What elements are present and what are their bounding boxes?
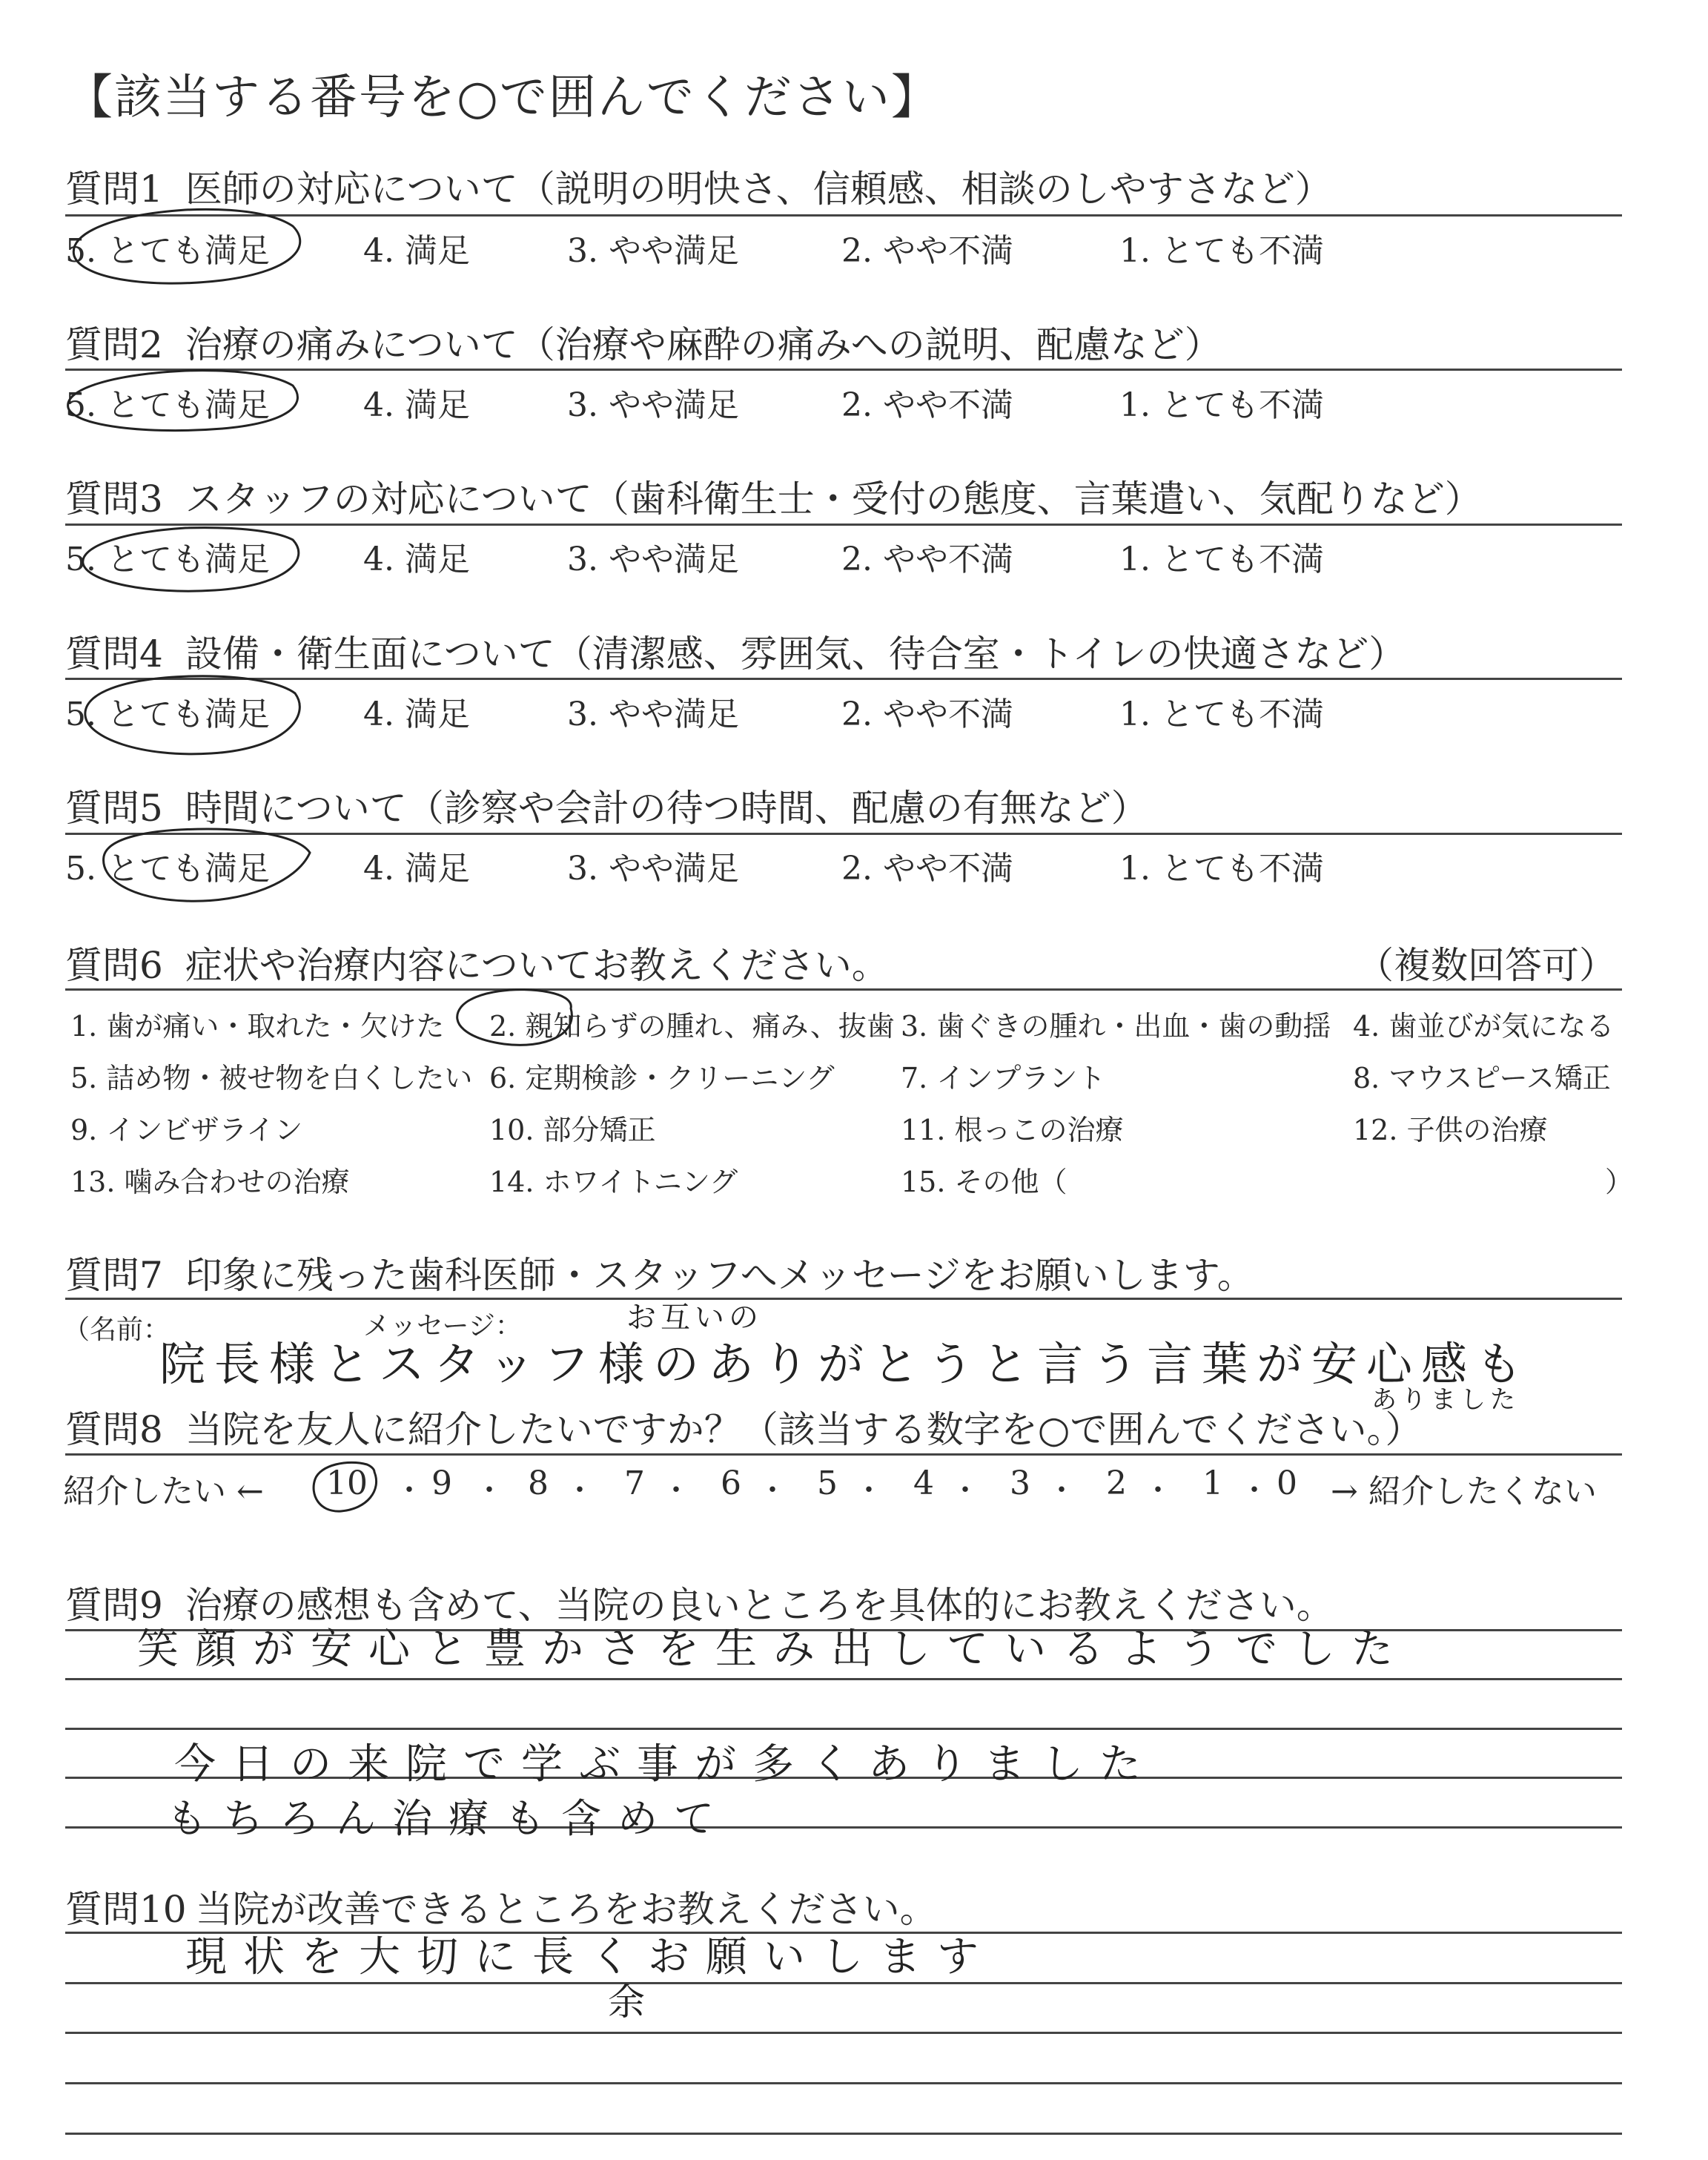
q8-score-2[interactable]: 2 xyxy=(1106,1464,1127,1502)
q6-option-11[interactable]: 11. 根っこの治療 xyxy=(901,1114,1124,1146)
q5-option-3[interactable]: 3. やや満足 xyxy=(567,850,739,888)
q2-option-4[interactable]: 4. 満足 xyxy=(363,386,470,424)
q6-option-9[interactable]: 9. インビザライン xyxy=(70,1114,303,1146)
q9-handwriting-line-2: 今日の来院で学ぶ事が多くありました xyxy=(174,1740,1157,1789)
q3-option-3[interactable]: 3. やや満足 xyxy=(567,541,739,578)
q8-separator: ・ xyxy=(1239,1473,1269,1507)
q8-separator: ・ xyxy=(950,1473,980,1507)
q6-option-13[interactable]: 13. 噛み合わせの治療 xyxy=(70,1166,350,1198)
q4-option-4[interactable]: 4. 満足 xyxy=(363,696,470,733)
q10-handwriting-line-1: 現状を大切に長くお願いします xyxy=(185,1933,995,1981)
q10-text: 当院が改善できるところをお教えください。 xyxy=(195,1888,937,1931)
q9-handwriting-line-3: もちろん治療も含めて xyxy=(167,1795,730,1842)
q6-option-8[interactable]: 8. マウスピース矯正 xyxy=(1353,1062,1611,1094)
q7-name-label: （名前： xyxy=(63,1315,171,1345)
q6-option-1[interactable]: 1. 歯が痛い・取れた・欠けた xyxy=(70,1010,445,1043)
q1-selection-circle xyxy=(73,209,299,283)
q4-option-5[interactable]: 5. とても満足 xyxy=(65,696,270,733)
q5-option-1[interactable]: 1. とても不満 xyxy=(1119,850,1324,888)
q8-score-1[interactable]: 1 xyxy=(1202,1464,1223,1502)
q1-option-1[interactable]: 1. とても不満 xyxy=(1119,232,1324,270)
q6-note: （複数回答可） xyxy=(1357,944,1616,987)
q6-selection-circle xyxy=(457,990,572,1046)
q5-option-5[interactable]: 5. とても満足 xyxy=(65,850,270,888)
q7-handwriting-message: 院長様とスタッフ様のありがとうと言う言葉が安心感も xyxy=(159,1337,1532,1391)
q3-option-1[interactable]: 1. とても不満 xyxy=(1119,541,1324,578)
q1-number: 質問1 xyxy=(65,168,163,211)
q5-option-4[interactable]: 4. 満足 xyxy=(363,850,470,888)
q6-option-10[interactable]: 10. 部分矯正 xyxy=(489,1114,656,1146)
q8-separator: ・ xyxy=(854,1473,884,1507)
q6-option-2[interactable]: 2. 親知らずの腫れ、痛み、抜歯 xyxy=(489,1010,895,1043)
q3-option-2[interactable]: 2. やや不満 xyxy=(841,541,1013,578)
q8-separator: ・ xyxy=(565,1473,595,1507)
q4-text: 設備・衛生面について（清潔感、雰囲気、待合室・トイレの快適さなど） xyxy=(185,633,1406,676)
q5-text: 時間について（診察や会計の待つ時間、配慮の有無など） xyxy=(185,787,1148,830)
q1-option-5[interactable]: 5. とても満足 xyxy=(65,232,270,270)
q10-handwriting-line-2: 余 xyxy=(608,1981,661,2024)
q6-text: 症状や治療内容についてお教えください。 xyxy=(185,944,889,987)
q8-score-9[interactable]: 9 xyxy=(431,1464,452,1502)
q8-score-8[interactable]: 8 xyxy=(528,1464,549,1502)
q3-selection-circle xyxy=(83,528,299,592)
q4-option-3[interactable]: 3. やや満足 xyxy=(567,696,739,733)
q6-other-close-paren: ） xyxy=(1605,1166,1634,1198)
q6-number: 質問6 xyxy=(65,944,163,987)
q8-separator: ・ xyxy=(474,1473,504,1507)
q3-option-5[interactable]: 5. とても満足 xyxy=(65,541,270,578)
q8-number: 質問8 xyxy=(65,1408,163,1451)
q7-number: 質問7 xyxy=(65,1254,163,1297)
q5-number: 質問5 xyxy=(65,787,163,830)
q8-separator: ・ xyxy=(1143,1473,1173,1507)
q8-score-3[interactable]: 3 xyxy=(1010,1464,1030,1502)
q8-separator: ・ xyxy=(1047,1473,1076,1507)
q10-number: 質問10 xyxy=(65,1888,187,1931)
q6-option-4[interactable]: 4. 歯並びが気になる xyxy=(1353,1010,1615,1043)
q7-text: 印象に残った歯科医師・スタッフへメッセージをお願いします。 xyxy=(185,1254,1254,1297)
q8-separator: ・ xyxy=(394,1473,424,1507)
q8-text: 当院を友人に紹介したいですか？（該当する数字を○で囲んでください。） xyxy=(185,1408,1423,1451)
q3-number: 質問3 xyxy=(65,478,163,521)
q4-number: 質問4 xyxy=(65,633,163,676)
q2-selection-circle xyxy=(68,371,298,431)
q6-option-3[interactable]: 3. 歯ぐきの腫れ・出血・歯の動揺 xyxy=(901,1010,1331,1043)
q6-option-14[interactable]: 14. ホワイトニング xyxy=(489,1166,738,1198)
q2-option-5[interactable]: 5. とても満足 xyxy=(65,386,270,424)
q8-left-label: 紹介したい ← xyxy=(63,1473,264,1510)
q2-option-3[interactable]: 3. やや満足 xyxy=(567,386,739,424)
q9-number: 質問9 xyxy=(65,1584,163,1627)
q1-option-2[interactable]: 2. やや不満 xyxy=(841,232,1013,270)
q1-option-3[interactable]: 3. やや満足 xyxy=(567,232,739,270)
q8-score-7[interactable]: 7 xyxy=(624,1464,645,1502)
q1-option-4[interactable]: 4. 満足 xyxy=(363,232,470,270)
q4-option-2[interactable]: 2. やや不満 xyxy=(841,696,1013,733)
q1-text: 医師の対応について（説明の明快さ、信頼感、相談のしやすさなど） xyxy=(185,168,1332,211)
q6-option-15[interactable]: 15. その他（ xyxy=(901,1166,1068,1198)
q6-option-12[interactable]: 12. 子供の治療 xyxy=(1353,1114,1548,1146)
q8-score-0[interactable]: 0 xyxy=(1277,1464,1297,1502)
q7-handwriting-above: お互いの xyxy=(626,1301,763,1335)
form-title: 【該当する番号を○で囲んでください】 xyxy=(65,70,940,125)
q8-score-5[interactable]: 5 xyxy=(817,1464,838,1502)
q2-option-1[interactable]: 1. とても不満 xyxy=(1119,386,1324,424)
q5-option-2[interactable]: 2. やや不満 xyxy=(841,850,1013,888)
q7-message-label: メッセージ： xyxy=(363,1311,522,1341)
q7-handwriting-below: ありました xyxy=(1371,1385,1520,1415)
q4-selection-circle xyxy=(85,676,299,754)
q2-number: 質問2 xyxy=(65,323,163,366)
q5-selection-circle xyxy=(104,829,310,901)
q2-text: 治療の痛みについて（治療や麻酔の痛みへの説明、配慮など） xyxy=(185,323,1222,366)
q8-separator: ・ xyxy=(661,1473,691,1507)
q8-score-6[interactable]: 6 xyxy=(721,1464,741,1502)
q8-selection-circle xyxy=(314,1462,377,1511)
q6-option-5[interactable]: 5. 詰め物・被せ物を白くしたい xyxy=(70,1062,473,1094)
q8-score-10[interactable]: 10 xyxy=(326,1464,368,1502)
q2-option-2[interactable]: 2. やや不満 xyxy=(841,386,1013,424)
q6-option-7[interactable]: 7. インプラント xyxy=(901,1062,1106,1094)
q8-score-4[interactable]: 4 xyxy=(913,1464,934,1502)
q6-option-6[interactable]: 6. 定期検診・クリーニング xyxy=(489,1062,835,1094)
q9-text: 治療の感想も含めて、当院の良いところを具体的にお教えください。 xyxy=(185,1584,1334,1627)
q8-right-label: → 紹介したくない xyxy=(1331,1473,1597,1510)
q3-option-4[interactable]: 4. 満足 xyxy=(363,541,470,578)
q8-separator: ・ xyxy=(758,1473,787,1507)
q4-option-1[interactable]: 1. とても不満 xyxy=(1119,696,1324,733)
q9-handwriting-line-1: 笑顔が安心と豊かさを生み出しているようでした xyxy=(137,1625,1409,1674)
q3-text: スタッフの対応について（歯科衛生士・受付の態度、言葉遣い、気配りなど） xyxy=(185,478,1482,521)
